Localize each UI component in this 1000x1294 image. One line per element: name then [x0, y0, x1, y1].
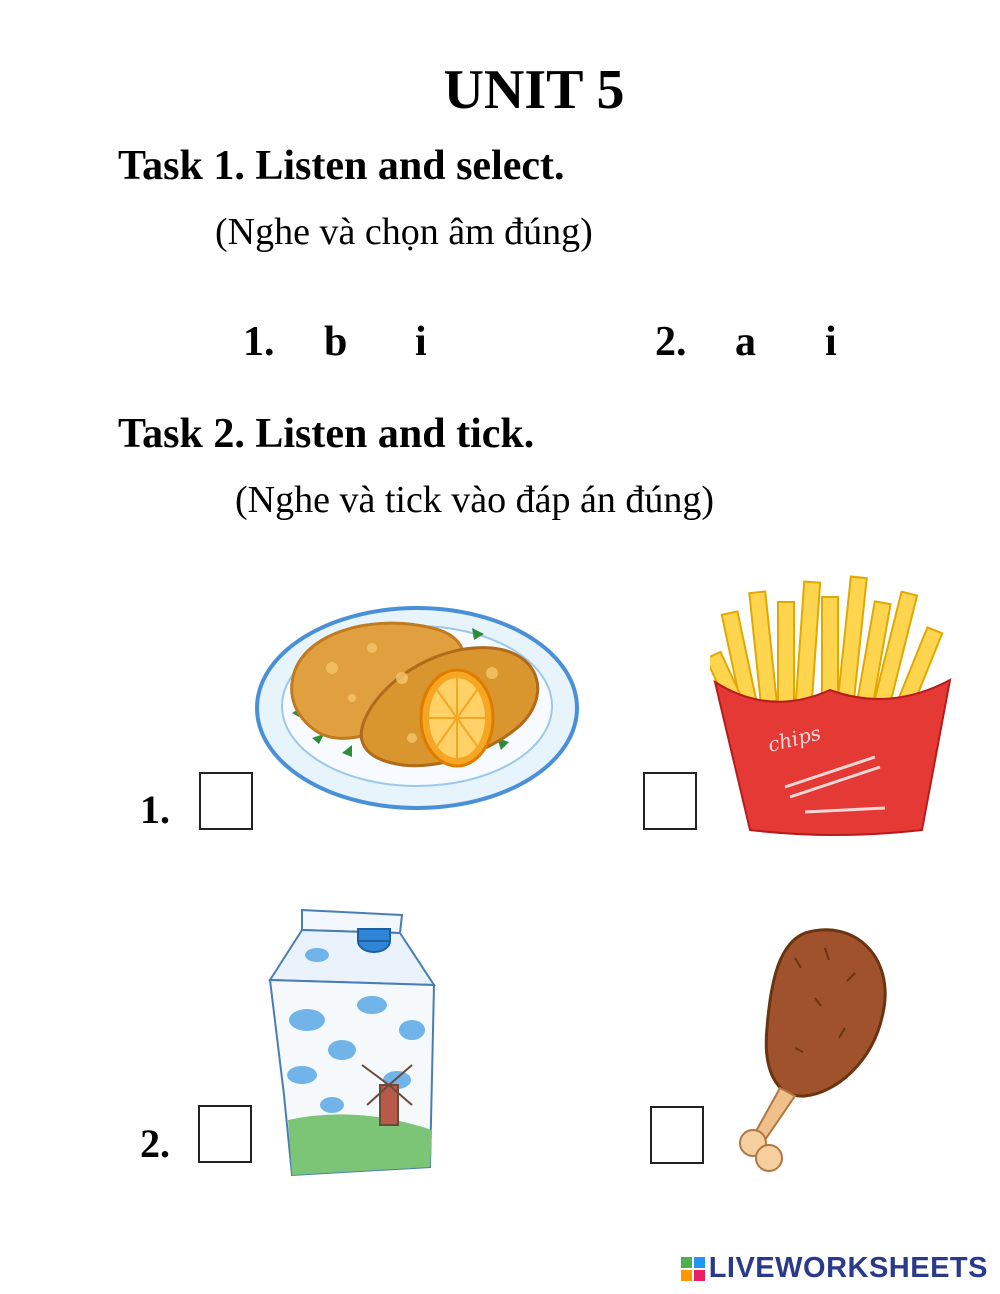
tick-box-french-fries[interactable] [643, 772, 697, 830]
task2-row2-number: 2. [140, 1121, 170, 1166]
tick-box-milk[interactable] [198, 1105, 252, 1163]
milk-carton-icon [262, 905, 437, 1180]
brand-text: LIVEWORKSHEETS [708, 1252, 988, 1284]
task1-heading: Task 1. Listen and select. [118, 143, 565, 189]
task1-subtitle: (Nghe và chọn âm đúng) [215, 211, 593, 253]
task2-row1-number: 1. [140, 787, 170, 832]
french-fries-chips-icon [710, 572, 960, 837]
task2-heading: Task 2. Listen and tick. [118, 411, 535, 457]
task1-item1-number: 1. [243, 319, 275, 365]
task1-item2-option-a[interactable]: a [735, 319, 756, 365]
tick-box-chicken[interactable] [650, 1106, 704, 1164]
fried-fish-plate-icon [252, 588, 582, 818]
task2-subtitle: (Nghe và tick vào đáp án đúng) [235, 479, 715, 521]
task1-item2-number: 2. [655, 319, 687, 365]
task1-item1-option-i[interactable]: i [415, 319, 427, 365]
liveworksheets-logo [681, 1252, 988, 1285]
page-title: UNIT 5 [443, 59, 625, 121]
tick-box-fried-fish[interactable] [199, 772, 253, 830]
chips-label: chips [765, 720, 824, 757]
chicken-drumstick-icon [735, 918, 895, 1178]
liveworksheets-grid-icon [681, 1257, 705, 1281]
task1-item2-option-i[interactable]: i [825, 319, 837, 365]
task1-item1-option-b[interactable]: b [324, 319, 348, 365]
